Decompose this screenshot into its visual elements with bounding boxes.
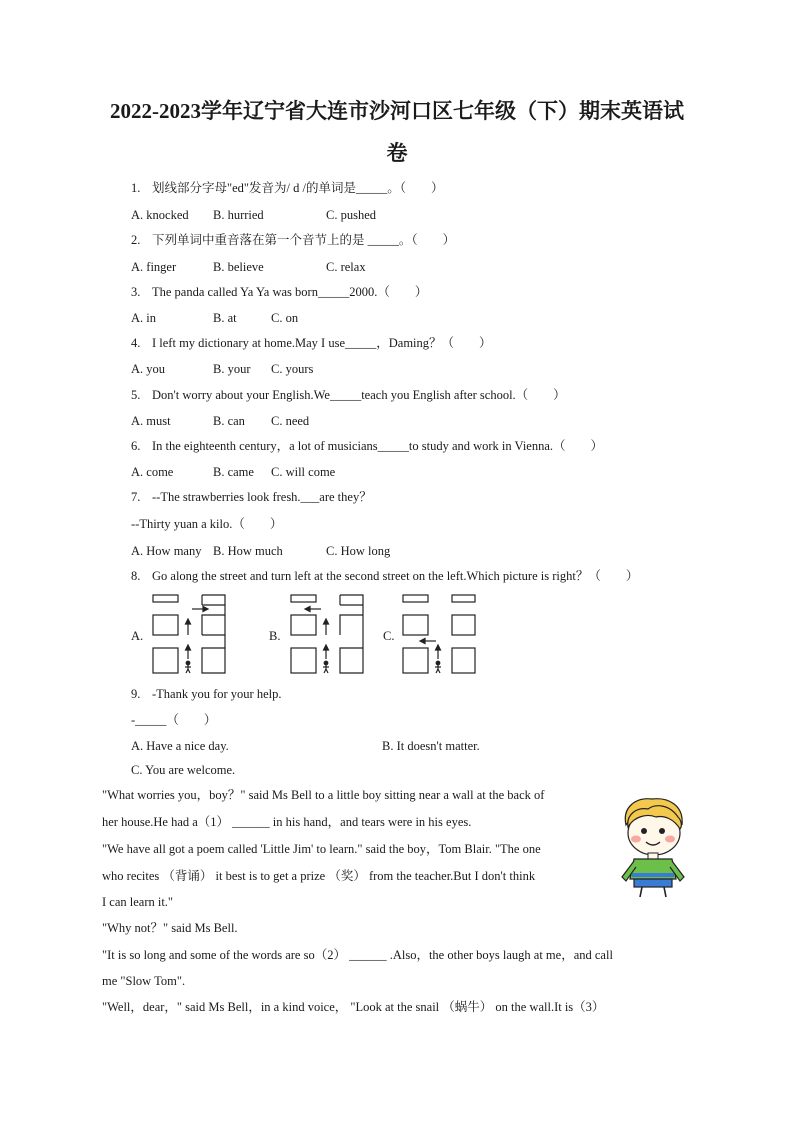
q7-option-b[interactable]: B. How much <box>213 544 283 558</box>
question-5: 5. Don't worry about your English.We_____teach you English after school.（ ） <box>131 388 566 402</box>
q6-option-a[interactable]: A. come <box>131 465 174 479</box>
question-2: 2. 下列单词中重音落在第一个音节上的是 _____。（ ） <box>131 233 456 247</box>
question-6: 6. In the eighteenth century，a lot of musicians_____to study and work in Vienna.（ ） <box>131 439 604 453</box>
q6-option-c[interactable]: C. will come <box>271 465 336 479</box>
question-7: 7. --The strawberries look fresh.___are they？ <box>131 490 372 504</box>
q1-option-b[interactable]: B. hurried <box>213 208 264 222</box>
question-7-reply: --Thirty yuan a kilo.（ ） <box>131 517 283 531</box>
q7-option-a[interactable]: A. How many <box>131 544 202 558</box>
exam-title-line1: 2022-2023学年辽宁省大连市沙河口区七年级（下）期末英语试 <box>110 99 684 123</box>
q2-option-b[interactable]: B. believe <box>213 260 264 274</box>
q9-option-c[interactable]: C. You are welcome. <box>131 763 236 777</box>
passage-line: "It is so long and some of the words are so（2） ______ .Also，the other boys laugh at me，and call <box>102 948 613 962</box>
q2-option-a[interactable]: A. finger <box>131 260 177 274</box>
exam-title-line2: 卷 <box>386 141 408 165</box>
passage-line: "Well，dear，" said Ms Bell，in a kind voice， "Look at the snail （蜗牛） on the wall.It is（3） <box>102 1000 605 1014</box>
q3-option-b[interactable]: B. at <box>213 311 237 325</box>
question-3: 3. The panda called Ya Ya was born_____2000.（ ） <box>131 285 428 299</box>
q8-option-a[interactable]: A. <box>131 629 144 643</box>
q5-option-b[interactable]: B. can <box>213 414 245 428</box>
question-1: 1. 划线部分字母"ed"发音为/ d /的单词是_____。（ ） <box>131 181 444 195</box>
q7-option-c[interactable]: C. How long <box>326 544 391 558</box>
q3-option-a[interactable]: A. in <box>131 311 156 325</box>
q8-picture-c[interactable] <box>400 593 478 675</box>
q8-option-c[interactable]: C. <box>383 629 395 643</box>
street-map-c-diagram <box>400 593 478 675</box>
question-9: 9. -Thank you for your help. <box>131 687 282 701</box>
cartoon-boy-illustration <box>612 795 694 899</box>
q4-option-a[interactable]: A. you <box>131 362 166 376</box>
passage-line: "We have all got a poem called 'Little Jim' to learn." said the boy，Tom Blair. "The one <box>102 842 541 856</box>
question-9-reply: -_____（ ） <box>131 713 217 727</box>
passage-line: I can learn it." <box>102 895 174 909</box>
question-8: 8. Go along the street and turn left at the second street on the left.Which picture is right？（ ） <box>131 569 639 583</box>
q9-option-a[interactable]: A. Have a nice day. <box>131 739 229 753</box>
passage-line: her house.He had a（1） ______ in his hand，and tears were in his eyes. <box>102 815 472 829</box>
q4-option-b[interactable]: B. your <box>213 362 251 376</box>
q1-option-c[interactable]: C. pushed <box>326 208 376 222</box>
passage-line: "What worries you，boy？" said Ms Bell to a little boy sitting near a wall at the back of <box>102 788 545 802</box>
q8-picture-a[interactable] <box>150 593 228 675</box>
street-map-b-diagram <box>288 593 366 675</box>
q2-option-c[interactable]: C. relax <box>326 260 366 274</box>
q5-option-a[interactable]: A. must <box>131 414 171 428</box>
passage-line: who recites （背诵） it best is to get a prize （奖） from the teacher.But I don't think <box>102 869 536 883</box>
q8-picture-b[interactable] <box>288 593 366 675</box>
question-4: 4. I left my dictionary at home.May I use_____，Daming？（ ） <box>131 336 492 350</box>
q4-option-c[interactable]: C. yours <box>271 362 314 376</box>
q3-option-c[interactable]: C. on <box>271 311 299 325</box>
street-map-a-diagram <box>150 593 228 675</box>
passage-line: "Why not？" said Ms Bell. <box>102 921 238 935</box>
q9-option-b[interactable]: B. It doesn't matter. <box>382 739 480 753</box>
q6-option-b[interactable]: B. came <box>213 465 254 479</box>
q8-option-b[interactable]: B. <box>269 629 281 643</box>
q1-option-a[interactable]: A. knocked <box>131 208 189 222</box>
passage-line: me "Slow Tom". <box>102 974 186 988</box>
q5-option-c[interactable]: C. need <box>271 414 310 428</box>
